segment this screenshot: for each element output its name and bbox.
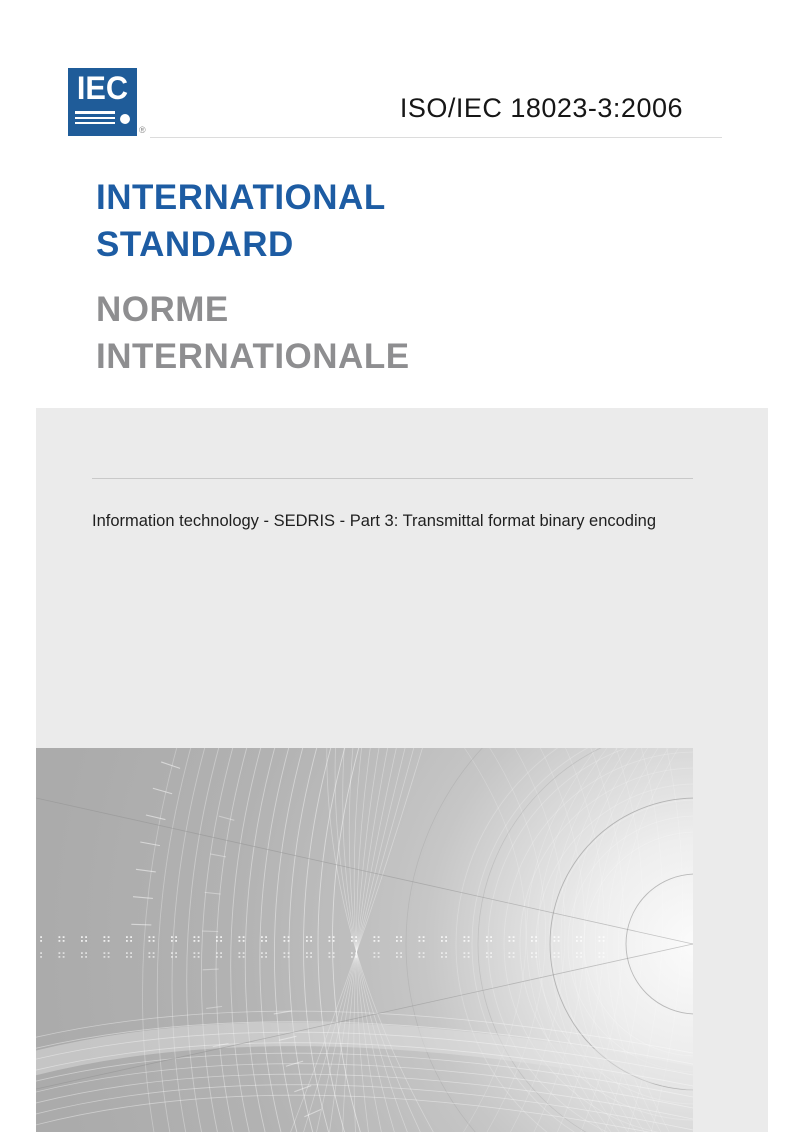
iec-logo-text: IEC xyxy=(76,70,129,106)
cover-artwork xyxy=(36,748,693,1132)
heading-en-line1: INTERNATIONAL xyxy=(96,178,386,217)
subject-panel-rule xyxy=(92,478,693,479)
heading-international-standard xyxy=(96,174,386,268)
iec-logo-dot xyxy=(120,114,130,124)
document-number: ISO/IEC 18023-3:2006 xyxy=(399,93,683,123)
iec-logo-bar xyxy=(75,111,115,114)
iec-logo-bar xyxy=(75,122,115,124)
iec-logo-lines xyxy=(75,111,130,127)
header-rule xyxy=(150,137,722,138)
heading-en-line2: STANDARD xyxy=(96,225,294,264)
iec-logo xyxy=(68,68,137,136)
cover-artwork-svg xyxy=(36,748,693,1132)
subject-panel xyxy=(36,408,768,1132)
registered-trademark-symbol: ® xyxy=(139,125,146,135)
heading-norme-internationale xyxy=(96,286,410,380)
iec-logo-bar xyxy=(75,117,115,119)
heading-fr-line2: INTERNATIONALE xyxy=(96,337,410,376)
document-subject: Information technology - SEDRIS - Part 3: Transmittal format binary encoding xyxy=(92,512,656,530)
heading-fr-line1: NORME xyxy=(96,290,229,329)
